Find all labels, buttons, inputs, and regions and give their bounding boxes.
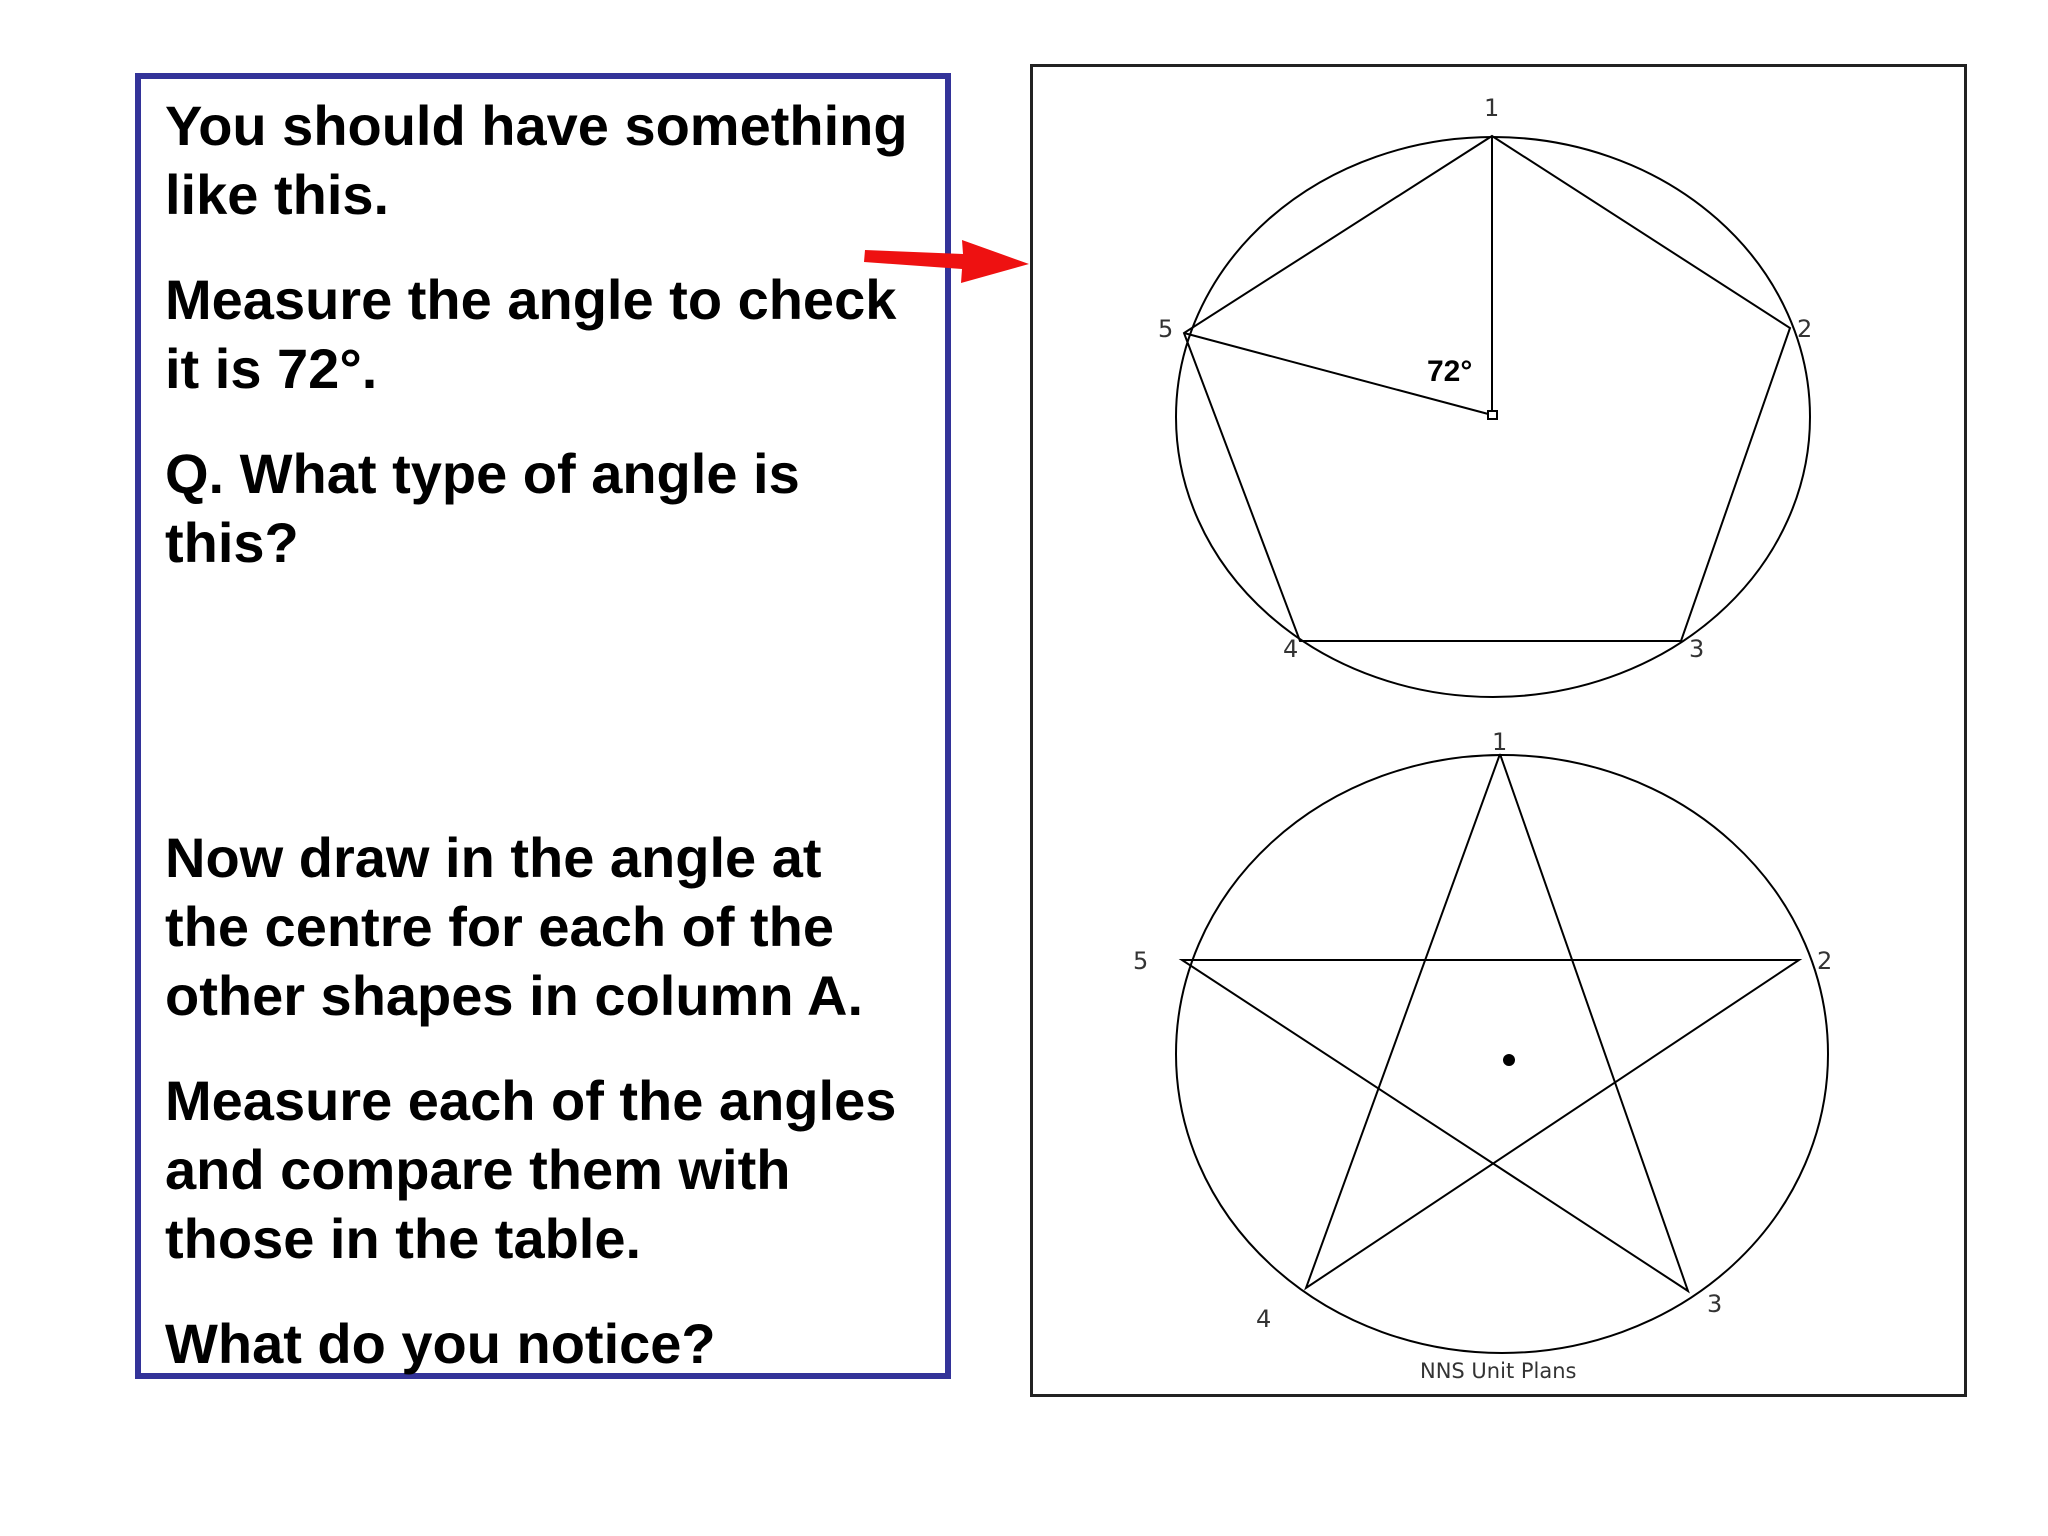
- question-angle-type: Q. What type of angle is this?: [165, 442, 800, 574]
- pentagram-circumcircle: [1176, 755, 1828, 1353]
- pentagram-vertex-label-4: 4: [1256, 1305, 1272, 1333]
- pentagram-vertex-label-1: 1: [1492, 728, 1508, 756]
- pentagon-shape: [1184, 136, 1790, 641]
- pentagon-vertex-label-1: 1: [1484, 94, 1500, 122]
- pentagram-centre-point: [1503, 1054, 1515, 1066]
- pentagram-vertex-label-5: 5: [1133, 947, 1149, 975]
- instruction-compare-angles: Measure each of the angles and compare them with those in the table.: [165, 1069, 897, 1270]
- pentagram-figure: [1133, 728, 1832, 1353]
- centre-point: [1488, 411, 1497, 419]
- pentagram-vertex-label-3: 3: [1707, 1290, 1723, 1318]
- instruction-panel: [135, 73, 951, 1379]
- figure-panel: [1030, 64, 1967, 1397]
- pentagon-figure: [1158, 94, 1812, 697]
- pentagon-vertex-label-2: 2: [1797, 315, 1813, 343]
- pentagon-vertex-label-5: 5: [1158, 315, 1174, 343]
- instruction-intro: You should have something like this.: [165, 94, 908, 226]
- pentagon-vertex-label-3: 3: [1689, 635, 1705, 663]
- angle-label: 72°: [1427, 355, 1473, 388]
- credit-label: NNS Unit Plans: [1420, 1359, 1577, 1383]
- question-notice: What do you notice?: [165, 1312, 716, 1375]
- right-arrow-icon: [861, 234, 1031, 284]
- pentagram-star: [1182, 754, 1799, 1291]
- pentagon-vertex-label-4: 4: [1283, 635, 1299, 663]
- instruction-measure-check: Measure the angle to check it is 72°.: [165, 268, 897, 400]
- pentagram-vertex-label-2: 2: [1817, 947, 1833, 975]
- instruction-draw-angles: Now draw in the angle at the centre for each of the other shapes in column A.: [165, 826, 864, 1027]
- construction-diagram: [1033, 67, 1964, 1394]
